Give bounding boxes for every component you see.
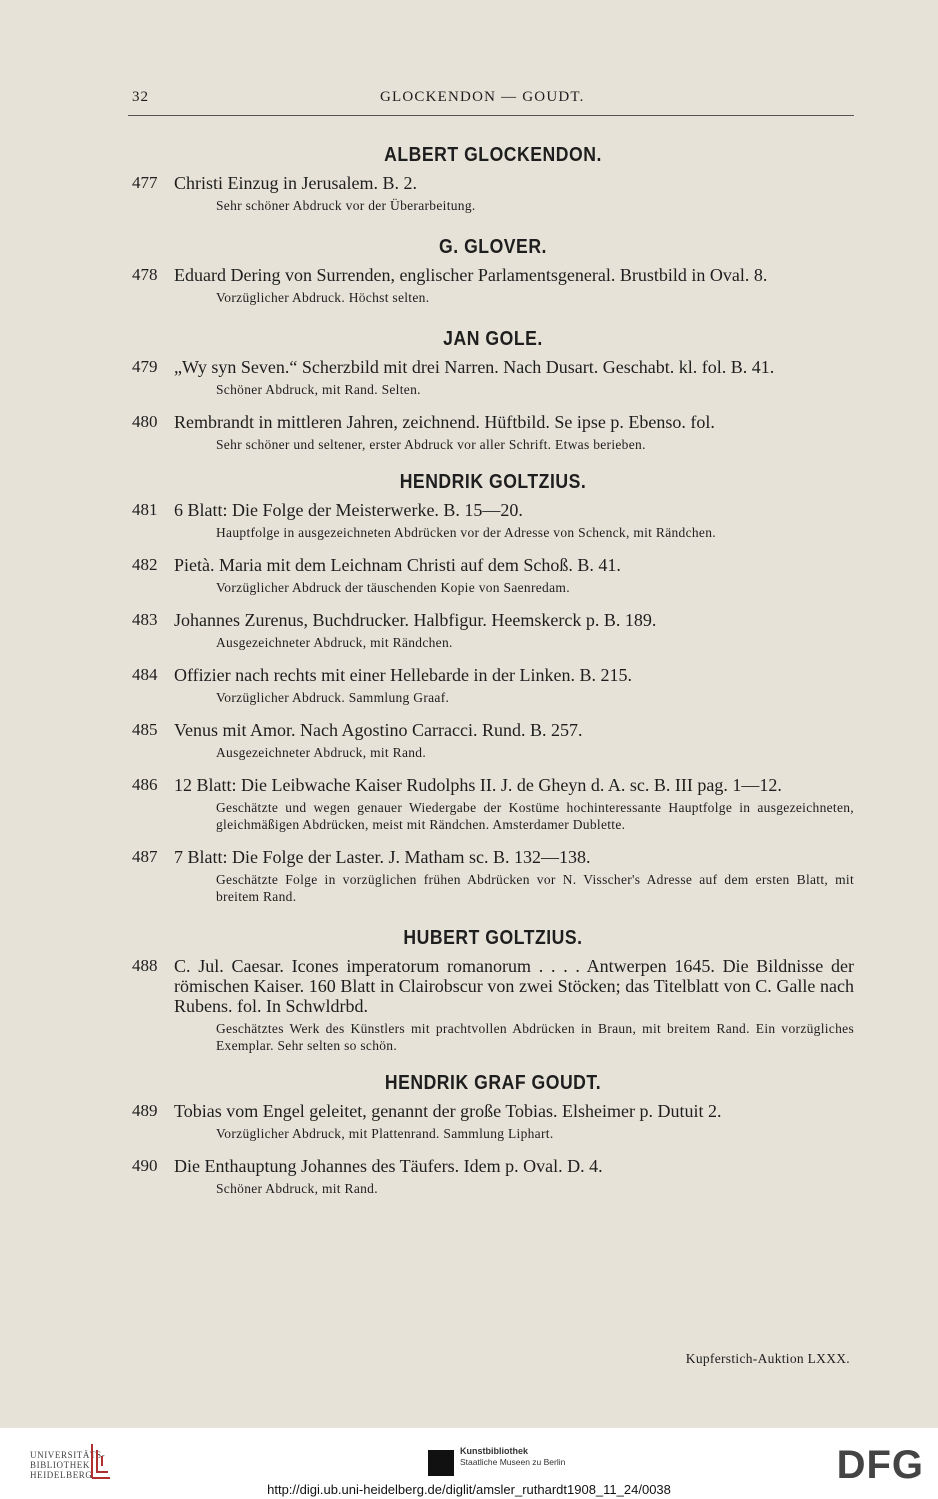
entry-number: 482 [132, 555, 158, 574]
catalog-entry-487 [132, 847, 854, 905]
catalog-entry-478 [132, 265, 854, 306]
entry-title: 6 Blatt: Die Folge der Meisterwerke. B. 15—20. [174, 500, 523, 520]
catalog-signature: Kupferstich-Auktion LXXX. [685, 1351, 850, 1366]
entry-title: 12 Blatt: Die Leibwache Kaiser Rudolphs II. J. de Gheyn d. A. sc. B. III pag. 1—12. [174, 775, 782, 795]
entry-title: Venus mit Amor. Nach Agostino Carracci. Rund. B. 257. [174, 720, 583, 740]
section-heading: G. GLOVER. [439, 236, 547, 258]
entry-note: Vorzüglicher Abdruck, mit Plattenrand. Sammlung Liphart. [216, 1126, 554, 1141]
header-rule [128, 115, 854, 116]
entry-note: Geschätztes Werk des Künstlers mit prachtvollen Abdrücken in Braun, mit breitem Rand. Ein vorzügliches Exemplar. Sehr selten so schön. [216, 1021, 854, 1053]
catalog-entry-481 [132, 500, 854, 541]
section-heading: HENDRIK GRAF GOUDT. [384, 1072, 602, 1094]
entry-number: 488 [132, 956, 158, 975]
entry-number: 483 [132, 610, 158, 629]
entry-number: 480 [132, 412, 158, 431]
page-number: 32 [132, 89, 149, 105]
entry-number: 490 [132, 1156, 158, 1175]
entry-title: „Wy syn Seven.“ Scherzbild mit drei Narren. Nach Dusart. Geschabt. kl. fol. B. 41. [174, 357, 775, 377]
entry-note: Hauptfolge in ausgezeichneten Abdrücken vor der Adresse von Schenck, mit Rändchen. [216, 525, 716, 540]
entry-number: 479 [132, 357, 158, 376]
dfg-logo: DFG [836, 1443, 924, 1487]
entry-title: Offizier nach rechts mit einer Hellebarde in der Linken. B. 215. [174, 665, 632, 685]
catalog-entry-490 [132, 1156, 854, 1197]
entry-note: Vorzüglicher Abdruck. Sammlung Graaf. [216, 690, 450, 705]
catalog-content [132, 140, 854, 1197]
entry-number: 477 [132, 173, 158, 192]
entry-title: 7 Blatt: Die Folge der Laster. J. Matham sc. B. 132—138. [174, 847, 591, 867]
catalog-entry-489 [132, 1101, 854, 1142]
catalog-entry-479 [132, 357, 854, 398]
entry-title: C. Jul. Caesar. Icones imperatorum romanorum . . . . Antwerpen 1645. Die Bildnisse der römischen Kaiser. 160 Blatt in Clairobscur von zwei Stöcken; das Titelblatt von C. Galle nach Rubens. fol. In Schwldrbd. [174, 956, 854, 1016]
running-title: GLOCKENDON — GOUDT. [380, 89, 585, 105]
entry-number: 485 [132, 720, 158, 739]
entry-number: 484 [132, 665, 158, 684]
entry-title: Die Enthauptung Johannes des Täufers. Idem p. Oval. D. 4. [174, 1156, 603, 1176]
entry-note: Schöner Abdruck, mit Rand. Selten. [216, 382, 421, 397]
section-heading: JAN GOLE. [443, 328, 543, 350]
catalog-entry-480 [132, 412, 854, 453]
catalog-entry-483 [132, 610, 854, 651]
catalog-entry-485 [132, 720, 854, 761]
kunstbibliothek-name: Kunstbibliothek Staatliche Museen zu Berlin [460, 1446, 566, 1467]
section-heading: HUBERT GOLTZIUS. [403, 927, 583, 949]
entry-note: Ausgezeichneter Abdruck, mit Rand. [216, 745, 427, 760]
catalog-entry-486 [132, 775, 854, 833]
section-heading: ALBERT GLOCKENDON. [384, 144, 602, 166]
university-logo-icon [88, 1442, 114, 1480]
entry-note: Ausgezeichneter Abdruck, mit Rändchen. [216, 635, 453, 650]
source-url-link[interactable]: http://digi.ub.uni-heidelberg.de/diglit/amsler_ruthardt1908_11_24/0038 [267, 1482, 671, 1497]
entry-number: 489 [132, 1101, 158, 1120]
entry-title: Pietà. Maria mit dem Leichnam Christi auf dem Schoß. B. 41. [174, 555, 621, 575]
entry-note: Sehr schöner Abdruck vor der Überarbeitung. [216, 198, 476, 213]
entry-number: 481 [132, 500, 158, 519]
catalog-entry-477 [132, 173, 854, 214]
entry-note: Vorzüglicher Abdruck. Höchst selten. [216, 290, 430, 305]
entry-title: Christi Einzug in Jerusalem. B. 2. [174, 173, 417, 193]
entry-note: Schöner Abdruck, mit Rand. [216, 1181, 378, 1196]
entry-title: Eduard Dering von Surrenden, englischer Parlamentsgeneral. Brustbild in Oval. 8. [174, 265, 768, 285]
entry-title: Rembrandt in mittleren Jahren, zeichnend. Hüftbild. Se ipse p. Ebenso. fol. [174, 412, 715, 432]
entry-title: Johannes Zurenus, Buchdrucker. Halbfigur. Heemskerck p. B. 189. [174, 610, 657, 630]
catalog-entry-482 [132, 555, 854, 596]
entry-note: Geschätzte und wegen genauer Wiedergabe der Kostüme hochinteressante Hauptfolge in ausgezeichneten, gleichmäßigen Abdrücken, meist mit Rändchen. Amsterdamer Dublette. [216, 800, 854, 832]
entry-note: Vorzüglicher Abdruck der täuschenden Kopie von Saenredam. [216, 580, 570, 595]
entry-note: Sehr schöner und seltener, erster Abdruck vor aller Schrift. Etwas berieben. [216, 437, 646, 452]
entry-title: Tobias vom Engel geleitet, genannt der große Tobias. Elsheimer p. Dutuit 2. [174, 1101, 722, 1121]
university-library-name: UNIVERSITÄTS- BIBLIOTHEK HEIDELBERG [30, 1450, 106, 1480]
section-heading: HENDRIK GOLTZIUS. [399, 471, 587, 493]
entry-number: 486 [132, 775, 158, 794]
entry-note: Geschätzte Folge in vorzüglichen frühen Abdrücken vor N. Visscher's Adresse auf dem ersten Blatt, mit breitem Rand. [216, 872, 854, 904]
library-footer-bar [0, 1428, 938, 1499]
entry-number: 478 [132, 265, 158, 284]
catalog-entry-488 [132, 956, 854, 1054]
catalog-entry-484 [132, 665, 854, 706]
kunstbibliothek-logo-icon [428, 1450, 454, 1476]
entry-number: 487 [132, 847, 158, 866]
